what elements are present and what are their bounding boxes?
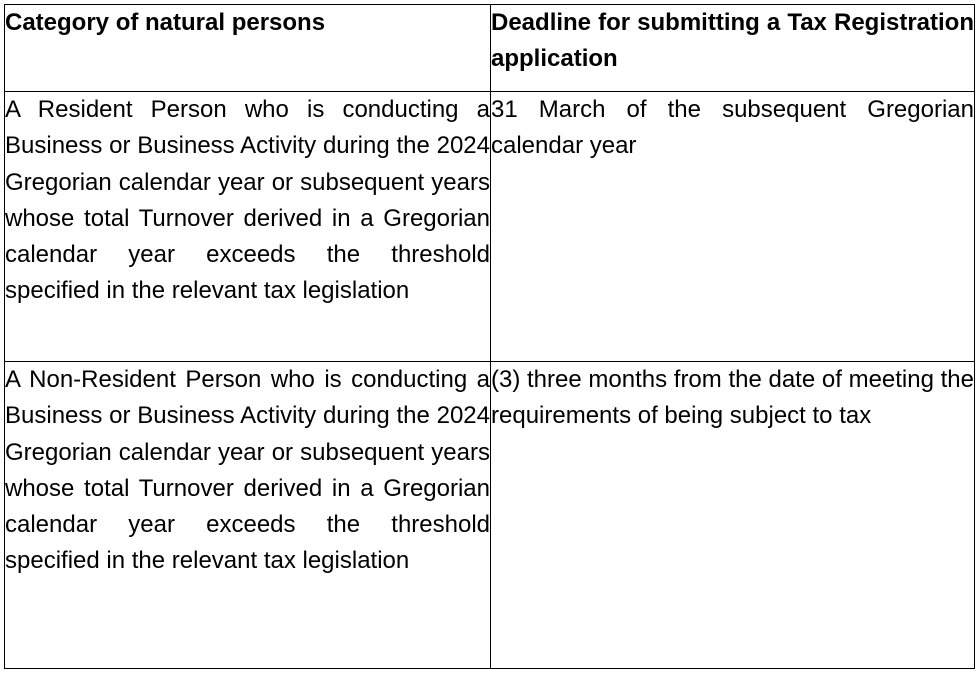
header-row [5,5,975,92]
deadline-cell: (3) three months from the date of meeting the requirements of being subject to tax [491,362,975,669]
category-cell: A Resident Person who is conducting a Business or Business Activity during the 2024 Gregorian calendar year or subsequent years whose total Turnover derived in a Gregorian calendar year exceeds the threshold specified in the relevant tax legislation [5,92,491,362]
table-body [5,92,975,669]
table-row-resident [5,92,975,362]
registration-deadlines-table [4,4,975,669]
header-category-cell: Category of natural persons [5,5,491,92]
table-header [5,5,975,92]
category-cell: A Non-Resident Person who is conducting a Business or Business Activity during the 2024 Gregorian calendar year or subsequent years whose total Turnover derived in a Gregorian calendar year exceeds the threshold specified in the relevant tax legislation [5,362,491,669]
table-row-non-resident [5,362,975,669]
header-deadline-cell: Deadline for submitting a Tax Registration application [491,5,975,92]
deadline-cell: 31 March of the subsequent Gregorian calendar year [491,92,975,362]
